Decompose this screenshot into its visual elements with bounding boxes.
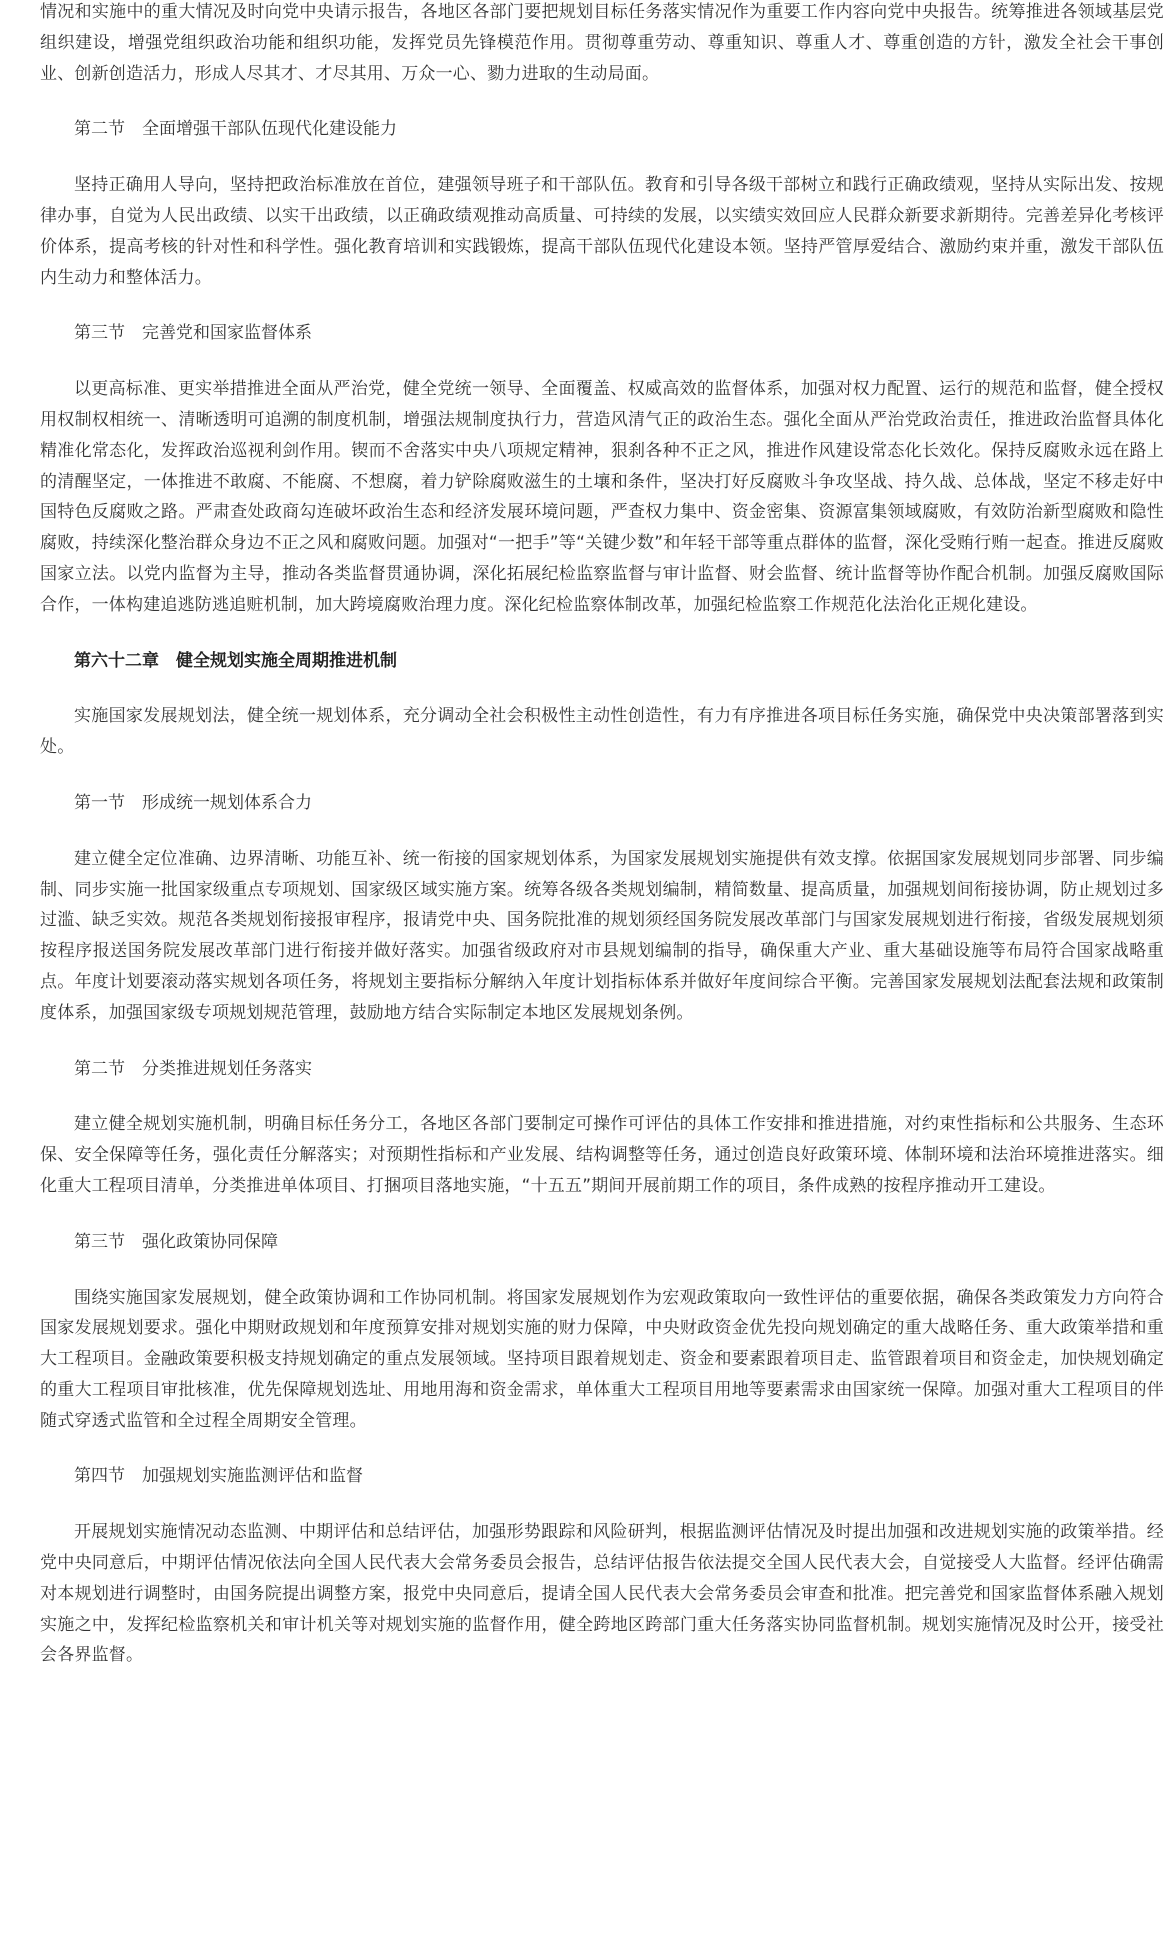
- section-title-3: 第三节 强化政策协同保障: [74, 1231, 278, 1252]
- section-title-3: 第三节 完善党和国家监督体系: [74, 323, 312, 344]
- spacer: [40, 763, 1164, 788]
- spacer: [40, 676, 1164, 701]
- paragraph: 建立健全规划实施机制，明确目标任务分工，各地区各部门要制定可操作可评估的具体工作安排和推进措施，对约束性指标和公共服务、生态环保、安全保障等任务，强化责任分解落实；对预期性指标和产业发展、结构调整等任务，通过创造良好政策环境、体制环境和法治环境推进落实。细化重大工程项目清单，分类推进单体项目、打捆项目落地实施，“十五五”期间开展前期工作的项目，条件成熟的按程序推动开工建设。: [40, 1114, 1164, 1196]
- spacer: [40, 1492, 1164, 1517]
- spacer: [40, 145, 1164, 170]
- section-title-2: 第二节 全面增强干部队伍现代化建设能力: [74, 119, 397, 140]
- spacer: [40, 1029, 1164, 1054]
- paragraph: 实施国家发展规划法，健全统一规划体系，充分调动全社会积极性主动性创造性，有力有序推进各项目标任务实施，确保党中央决策部署落到实处。: [40, 706, 1164, 758]
- spacer: [40, 1084, 1164, 1109]
- spacer: [40, 1436, 1164, 1461]
- spacer: [40, 819, 1164, 844]
- spacer: [40, 1258, 1164, 1283]
- paragraph: 建立健全定位准确、边界清晰、功能互补、统一衔接的国家规划体系，为国家发展规划实施提供有效支撑。依据国家发展规划同步部署、同步编制、同步实施一批国家级重点专项规划、国家级区域实施方案。统筹各级各类规划编制，精简数量、提高质量，加强规划间衔接协调，防止规划过多过滥、缺乏实效。规范各类规划衔接报审程序，报请党中央、国务院批准的规划须经国务院发展改革部门与国家发展规划进行衔接，省级发展规划须按程序报送国务院发展改革部门进行衔接并做好落实。加强省级政府对市县规划编制的指导，确保重大产业、重大基础设施等布局符合国家战略重点。年度计划要滚动落实规划各项任务，将规划主要指标分解纳入年度计划指标体系并做好年度间综合平衡。完善国家发展规划法配套法规和政策制度体系，加强国家级专项规划规范管理，鼓励地方结合实际制定本地区发展规划条例。: [40, 848, 1164, 1023]
- paragraph-continued: 情况和实施中的重大情况及时向党中央请示报告，各地区各部门要把规划目标任务落实情况作为重要工作内容向党中央报告。统筹推进各领域基层党组织建设，增强党组织政治功能和组织功能，发挥党员先锋模范作用。贯彻尊重劳动、尊重知识、尊重人才、尊重创造的方针，激发全社会干事创业、创新创造活力，形成人尽其才、才尽其用、万众一心、勠力进取的生动局面。: [40, 2, 1164, 84]
- spacer: [40, 89, 1164, 114]
- spacer: [40, 293, 1164, 318]
- paragraph: 开展规划实施情况动态监测、中期评估和总结评估，加强形势跟踪和风险研判，根据监测评估情况及时提出加强和改进规划实施的政策举措。经党中央同意后，中期评估情况依法向全国人民代表大会常务委员会报告，总结评估报告依法提交全国人民代表大会，自觉接受人大监督。经评估确需对本规划进行调整时，由国务院提出调整方案，报党中央同意后，提请全国人民代表大会常务委员会审查和批准。把完善党和国家监督体系融入规划实施之中，发挥纪检监察机关和审计机关等对规划实施的监督作用，健全跨地区跨部门重大任务落实协同监督机制。规划实施情况及时公开，接受社会各界监督。: [40, 1522, 1164, 1666]
- paragraph: 坚持正确用人导向，坚持把政治标准放在首位，建强领导班子和干部队伍。教育和引导各级干部树立和践行正确政绩观，坚持从实际出发、按规律办事，自觉为人民出政绩、以实干出政绩，以正确政绩观推动高质量、可持续的发展，以实绩实效回应人民群众新要求新期待。完善差异化考核评价体系，提高考核的针对性和科学性。强化教育培训和实践锻炼，提高干部队伍现代化建设本领。坚持严管厚爱结合、激励约束并重，激发干部队伍内生动力和整体活力。: [40, 175, 1164, 288]
- spacer: [40, 349, 1164, 374]
- chapter-title: 第六十二章 健全规划实施全周期推进机制: [74, 650, 397, 671]
- section-title-2: 第二节 分类推进规划任务落实: [74, 1058, 312, 1079]
- section-title-1: 第一节 形成统一规划体系合力: [74, 792, 312, 813]
- spacer: [40, 1202, 1164, 1227]
- paragraph: 以更高标准、更实举措推进全面从严治党，健全党统一领导、全面覆盖、权威高效的监督体系，加强对权力配置、运行的规范和监督，健全授权用权制权相统一、清晰透明可追溯的制度机制，增强法规制度执行力，营造风清气正的政治生态。强化全面从严治党政治责任，推进政治监督具体化精准化常态化，发挥政治巡视利剑作用。锲而不舍落实中央八项规定精神，狠刹各种不正之风，推进作风建设常态化长效化。保持反腐败永远在路上的清醒坚定，一体推进不敢腐、不能腐、不想腐，着力铲除腐败滋生的土壤和条件，坚决打好反腐败斗争攻坚战、持久战、总体战，坚定不移走好中国特色反腐败之路。严肃查处政商勾连破坏政治生态和经济发展环境问题，严查权力集中、资金密集、资源富集领域腐败，有效防治新型腐败和隐性腐败，持续深化整治群众身边不正之风和腐败问题。加强对“一把手”等“关键少数”和年轻干部等重点群体的监督，深化受贿行贿一起查。推进反腐败国家立法。以党内监督为主导，推动各类监督贯通协调，深化拓展纪检监察监督与审计监督、财会监督、统计监督等协作配合机制。加强反腐败国际合作，一体构建追逃防逃追赃机制，加大跨境腐败治理力度。深化纪检监察体制改革，加强纪检监察工作规范化法治化正规化建设。: [40, 379, 1164, 615]
- spacer: [40, 621, 1164, 646]
- paragraph: 围绕实施国家发展规划，健全政策协调和工作协同机制。将国家发展规划作为宏观政策取向一致性评估的重要依据，确保各类政策发力方向符合国家发展规划要求。强化中期财政规划和年度预算安排对规划实施的财力保障，中央财政资金优先投向规划确定的重大战略任务、重大政策举措和重大工程项目。金融政策要积极支持规划确定的重点发展领域。坚持项目跟着规划走、资金和要素跟着项目走、监管跟着项目和资金走，加快规划确定的重大工程项目审批核准，优先保障规划选址、用地用海和资金需求，单体重大工程项目用地等要素需求由国家统一保障。加强对重大工程项目的伴随式穿透式监管和全过程全周期安全管理。: [40, 1287, 1164, 1431]
- section-title-4: 第四节 加强规划实施监测评估和监督: [74, 1466, 363, 1487]
